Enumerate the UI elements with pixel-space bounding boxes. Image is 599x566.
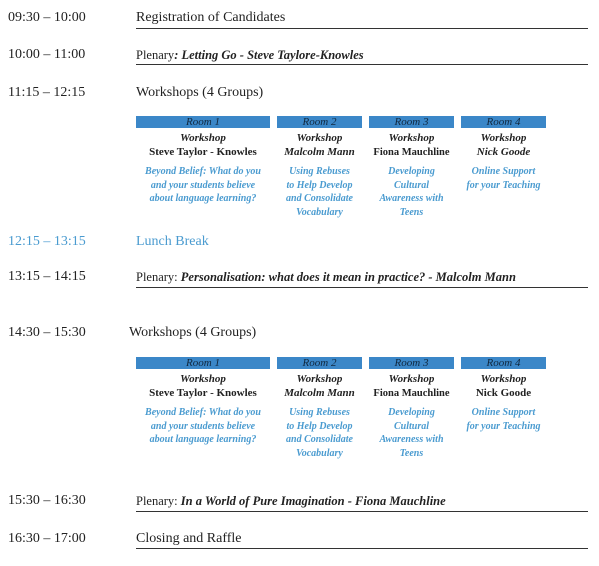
- room-label: Room 3: [369, 116, 454, 128]
- plenary-title: Personalisation: what does it mean in practice? - Malcolm Mann: [180, 270, 516, 284]
- time-slot: 14:30 – 15:30: [8, 325, 86, 340]
- workshop-topic: Using Rebuses to Help Develop and Consolidate Vocabulary: [286, 166, 353, 218]
- workshop-label: Workshop: [388, 132, 435, 144]
- time-slot: 09:30 – 10:00: [8, 10, 86, 25]
- room-label: Room 2: [277, 116, 362, 128]
- plenary-title: : Letting Go - Steve Taylore-Knowles: [174, 48, 364, 62]
- speaker-name: Fiona Mauchline: [373, 147, 450, 158]
- workshop-topic: Beyond Belief: What do you and your students believe about language learning?: [145, 407, 261, 445]
- room-card: [369, 116, 454, 219]
- room-label: Room 3: [369, 357, 454, 369]
- speaker-name: Nick Goode: [475, 387, 532, 399]
- room-card: [136, 116, 270, 206]
- time-slot: 11:15 – 12:15: [8, 85, 86, 100]
- divider: [136, 548, 588, 549]
- speaker-name: Steve Taylor - Knowles: [149, 146, 257, 158]
- workshop-topic: Online Support for your Teaching: [466, 407, 541, 432]
- workshop-topic: Developing Cultural Awareness with Teens: [379, 407, 444, 459]
- time-slot: 12:15 – 13:15: [8, 234, 86, 249]
- room-label: Room 2: [277, 357, 362, 369]
- workshop-label: Workshop: [296, 373, 343, 385]
- room-card: [136, 357, 270, 447]
- workshop-topic: Using Rebuses to Help Develop and Consolidate Vocabulary: [286, 407, 353, 459]
- session-title: Workshops (4 Groups): [129, 325, 257, 340]
- plenary-label: Plenary:: [136, 494, 181, 508]
- session-title: Lunch Break: [136, 234, 209, 249]
- workshop-label: Workshop: [180, 373, 226, 385]
- session-title: [136, 270, 516, 286]
- speaker-name: Steve Taylor - Knowles: [149, 387, 257, 399]
- time-slot: 16:30 – 17:00: [8, 531, 86, 546]
- speaker-name: Malcolm Mann: [284, 146, 355, 158]
- room-label: Room 4: [461, 357, 546, 369]
- session-title: Closing and Raffle: [136, 531, 242, 546]
- room-label: Room 1: [136, 116, 270, 128]
- workshop-label: Workshop: [180, 132, 226, 144]
- room-card: [461, 116, 546, 192]
- time-slot: 13:15 – 14:15: [8, 269, 86, 284]
- time-slot: 10:00 – 11:00: [8, 47, 86, 62]
- room-card: [277, 116, 362, 219]
- plenary-title: In a World of Pure Imagination - Fiona Mauchline: [180, 494, 446, 508]
- speaker-name: Malcolm Mann: [284, 387, 355, 399]
- workshop-topic: Online Support for your Teaching: [466, 166, 541, 191]
- workshop-label: Workshop: [388, 373, 435, 385]
- workshop-label: Workshop: [296, 132, 343, 144]
- room-label: Room 4: [461, 116, 546, 128]
- session-title: Workshops (4 Groups): [136, 85, 264, 100]
- workshop-label: Workshop: [480, 132, 527, 144]
- session-title: [136, 494, 446, 510]
- time-slot: 15:30 – 16:30: [8, 493, 86, 508]
- session-title: Registration of Candidates: [136, 10, 286, 25]
- plenary-label: Plenary:: [136, 270, 181, 284]
- room-card: [369, 357, 454, 460]
- room-card: [461, 357, 546, 433]
- workshop-topic: Developing Cultural Awareness with Teens: [379, 166, 444, 218]
- room-label: Room 1: [136, 357, 270, 369]
- workshop-topic: Beyond Belief: What do you and your students believe about language learning?: [145, 166, 261, 204]
- speaker-name: Nick Goode: [476, 146, 531, 158]
- session-title: [136, 48, 364, 64]
- plenary-label: Plenary: [136, 48, 175, 62]
- speaker-name: Fiona Mauchline: [373, 388, 450, 399]
- workshop-label: Workshop: [480, 373, 527, 385]
- divider: [136, 64, 588, 65]
- divider: [136, 28, 588, 29]
- divider: [136, 287, 588, 288]
- divider: [136, 511, 588, 512]
- room-card: [277, 357, 362, 460]
